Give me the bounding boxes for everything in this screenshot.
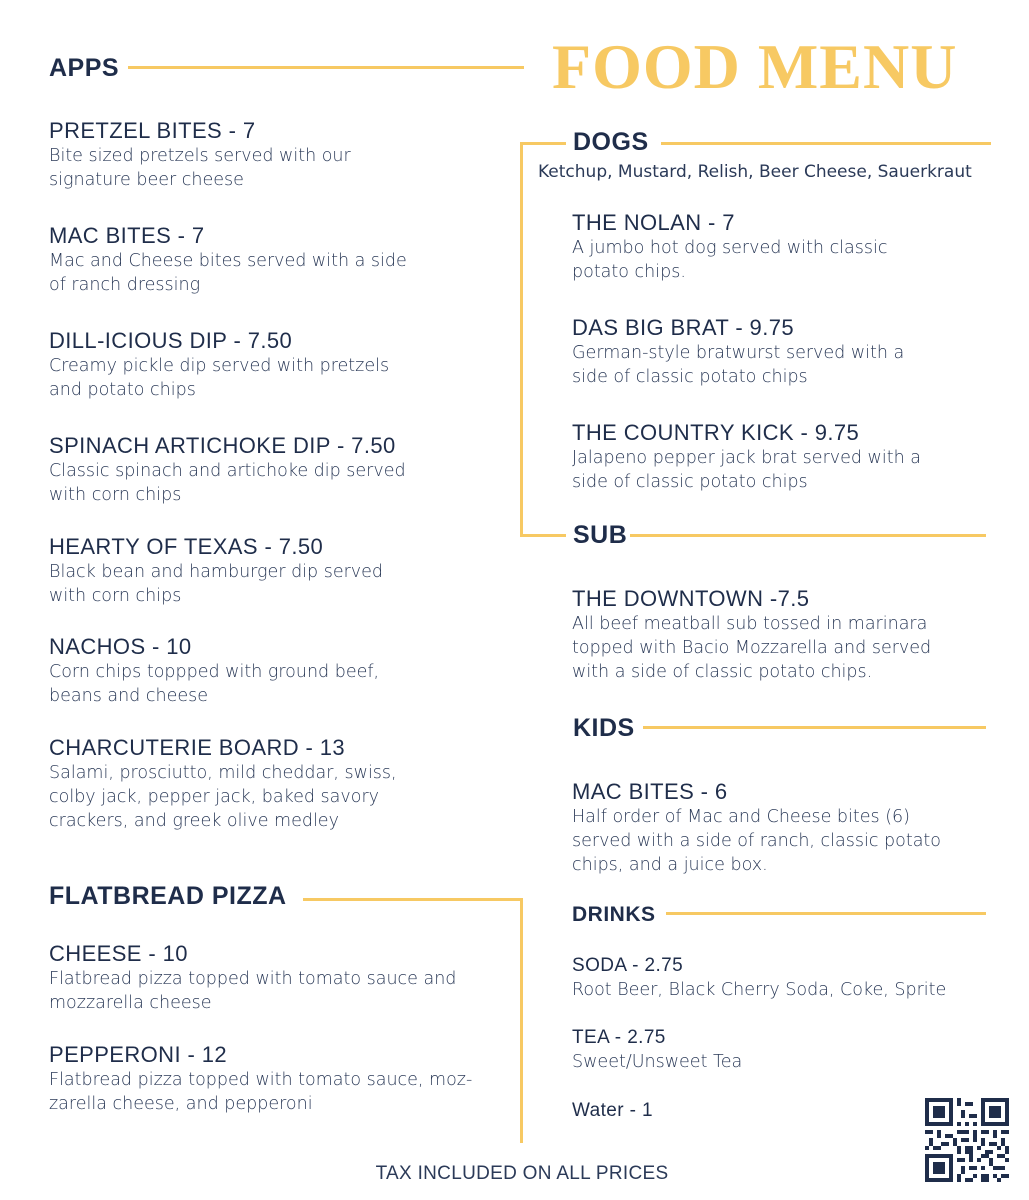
menu-item xyxy=(49,1042,499,1116)
item-name: CHARCUTERIE BOARD - 13 xyxy=(49,735,346,760)
item-desc: Root Beer, Black Cherry Soda, Coke, Sprite xyxy=(572,980,947,1000)
item-desc: A jumbo hot dog served with classic potato chips. xyxy=(572,238,888,282)
sub-rule xyxy=(630,534,986,537)
flatbread-vertical-rule xyxy=(520,898,523,1143)
item-desc: Mac and Cheese bites served with a side of ranch dressing xyxy=(49,251,407,295)
item-name: HEARTY OF TEXAS - 7.50 xyxy=(49,534,324,559)
item-desc: Sweet/Unsweet Tea xyxy=(572,1052,743,1072)
item-name: MAC BITES - 7 xyxy=(49,223,205,248)
flatbread-heading: FLATBREAD PIZZA xyxy=(49,882,287,910)
item-name: THE DOWNTOWN -7.5 xyxy=(572,586,810,611)
item-name: THE NOLAN - 7 xyxy=(572,210,735,235)
item-desc: All beef meatball sub tossed in marinara topped with Bacio Mozzarella and served with a side of classic potato chips. xyxy=(572,614,932,682)
menu-item xyxy=(49,634,469,708)
item-name: MAC BITES - 6 xyxy=(572,779,728,804)
item-desc: Black bean and hamburger dip served with corn chips xyxy=(49,562,384,606)
apps-rule xyxy=(128,66,524,69)
item-desc: Flatbread pizza topped with tomato sauce and mozzarella cheese xyxy=(49,969,457,1013)
drinks-heading: DRINKS xyxy=(572,903,656,926)
menu-item xyxy=(49,223,469,297)
menu-item xyxy=(49,941,499,1015)
flatbread-rule xyxy=(303,898,523,901)
menu-item xyxy=(572,586,972,684)
apps-heading: APPS xyxy=(49,54,120,82)
menu-item xyxy=(49,433,469,507)
menu-item xyxy=(572,1099,872,1123)
item-name: PEPPERONI - 12 xyxy=(49,1042,227,1067)
dogs-vertical-rule xyxy=(520,142,523,535)
menu-item xyxy=(49,735,469,833)
dogs-heading: DOGS xyxy=(573,128,649,156)
drinks-rule xyxy=(666,912,986,915)
item-desc: German-style bratwurst served with a side of classic potato chips xyxy=(572,343,905,387)
item-desc: Bite sized pretzels served with our signature beer cheese xyxy=(49,146,351,190)
tax-footer: TAX INCLUDED ON ALL PRICES xyxy=(375,1163,669,1184)
item-name: NACHOS - 10 xyxy=(49,634,192,659)
menu-item xyxy=(572,779,972,877)
item-desc: Creamy pickle dip served with pretzels and potato chips xyxy=(49,356,390,400)
kids-heading: KIDS xyxy=(573,714,635,742)
menu-item xyxy=(572,420,972,494)
menu-item xyxy=(572,210,972,284)
menu-item xyxy=(572,954,992,1002)
item-name: THE COUNTRY KICK - 9.75 xyxy=(572,420,860,445)
dogs-rule-left xyxy=(520,142,566,145)
item-name: PRETZEL BITES - 7 xyxy=(49,118,256,143)
item-name: SODA - 2.75 xyxy=(572,955,684,976)
menu-item xyxy=(49,118,469,192)
sub-heading: SUB xyxy=(573,521,628,549)
item-name: SPINACH ARTICHOKE DIP - 7.50 xyxy=(49,433,396,458)
item-name: Water - 1 xyxy=(572,1100,654,1121)
kids-rule xyxy=(643,726,986,729)
item-name: DILL-ICIOUS DIP - 7.50 xyxy=(49,328,293,353)
menu-item xyxy=(49,534,469,608)
sub-rule-left xyxy=(520,534,566,537)
item-desc: Flatbread pizza topped with tomato sauce, moz-zarella cheese, and pepperoni xyxy=(49,1070,473,1114)
item-desc: Corn chips toppped with ground beef, beans and cheese xyxy=(49,662,380,706)
item-name: TEA - 2.75 xyxy=(572,1027,666,1048)
dogs-rule xyxy=(661,142,991,145)
item-name: CHEESE - 10 xyxy=(49,941,188,966)
menu-item xyxy=(572,315,972,389)
item-name: DAS BIG BRAT - 9.75 xyxy=(572,315,794,340)
item-desc: Jalapeno pepper jack brat served with a side of classic potato chips xyxy=(572,448,921,492)
item-desc: Classic spinach and artichoke dip served with corn chips xyxy=(49,461,406,505)
item-desc: Salami, prosciutto, mild cheddar, swiss, colby jack, pepper jack, baked savory crackers, and greek olive medley xyxy=(49,763,397,831)
dogs-toppings: Ketchup, Mustard, Relish, Beer Cheese, Sauerkraut xyxy=(538,162,972,182)
item-desc: Half order of Mac and Cheese bites (6) served with a side of ranch, classic potato chips, and a juice box. xyxy=(572,807,942,875)
menu-item xyxy=(572,1026,992,1074)
menu-title: FOOD MENU xyxy=(552,31,958,102)
menu-item xyxy=(49,328,469,402)
